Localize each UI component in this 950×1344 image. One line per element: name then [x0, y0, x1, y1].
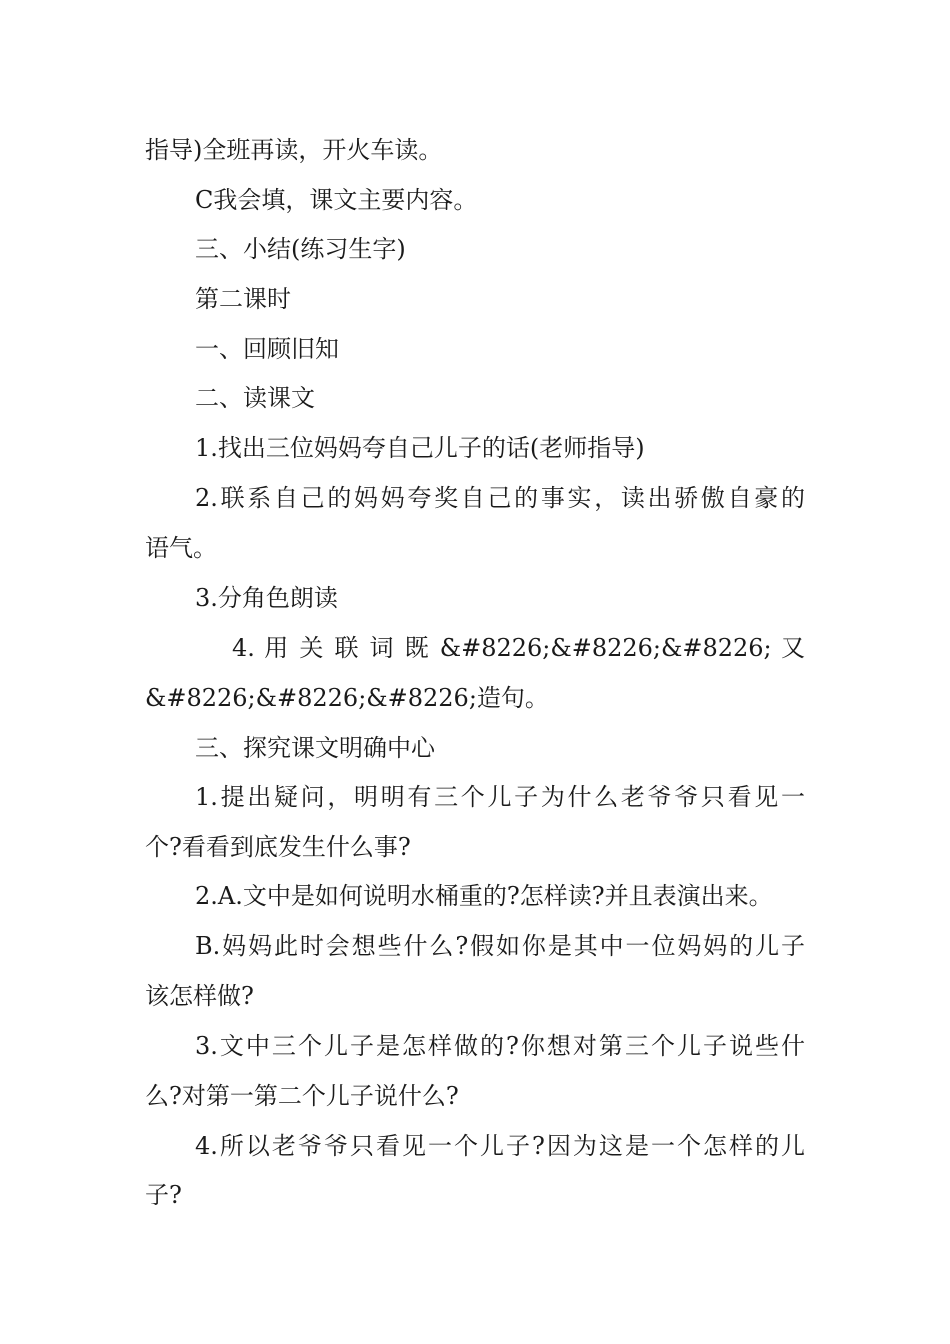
- section-heading: 二、读课文: [195, 384, 315, 412]
- paragraph-line: C我会填，课文主要内容。: [195, 186, 478, 214]
- list-item: 4.所以老爷爷只看见一个儿子?因为这是一个怎样的儿: [195, 1132, 805, 1160]
- paragraph-line: 指导)全班再读，开火车读。: [145, 136, 443, 164]
- paragraph-line: 语气。: [145, 534, 217, 562]
- section-heading: 一、回顾旧知: [195, 335, 339, 363]
- paragraph-line: &#8226;&#8226;&#8226;造句。: [145, 684, 549, 712]
- section-heading: 三、探究课文明确中心: [195, 734, 435, 762]
- list-item: 2.联系自己的妈妈夸奖自己的事实，读出骄傲自豪的: [195, 484, 805, 512]
- list-item: 1.找出三位妈妈夸自己儿子的话(老师指导): [195, 434, 645, 462]
- paragraph-line: 个?看看到底发生什么事?: [145, 833, 411, 861]
- lesson-heading: 第二课时: [195, 285, 291, 313]
- paragraph-line: 子?: [145, 1181, 182, 1209]
- list-item: B.妈妈此时会想些什么?假如你是其中一位妈妈的儿子: [195, 932, 805, 960]
- list-item: 3.分角色朗读: [195, 584, 338, 612]
- list-item: 2.A.文中是如何说明水桶重的?怎样读?并且表演出来。: [195, 882, 773, 910]
- paragraph-line: 该怎样做?: [145, 982, 254, 1010]
- list-item: 1.提出疑问，明明有三个儿子为什么老爷爷只看见一: [195, 783, 805, 811]
- list-item: 3.文中三个儿子是怎样做的?你想对第三个儿子说些什: [195, 1032, 805, 1060]
- paragraph-line: 么?对第一第二个儿子说什么?: [145, 1082, 459, 1110]
- section-heading: 三、小结(练习生字): [195, 235, 406, 263]
- list-item: 4. 用 关 联 词 既 &#8226;&#8226;&#8226; 又: [232, 634, 805, 662]
